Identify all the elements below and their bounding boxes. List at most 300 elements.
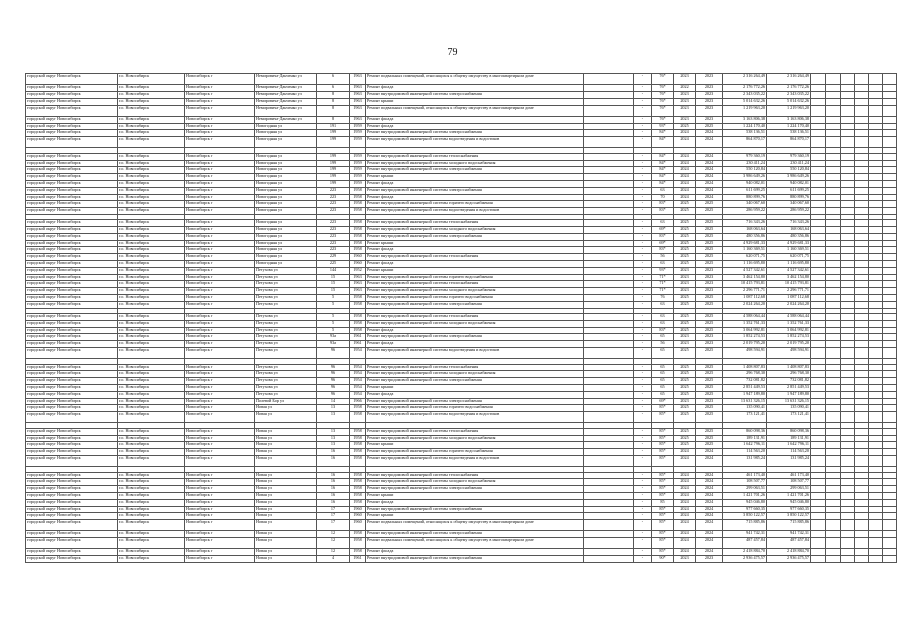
table-cell: Новосибирск г: [185, 201, 255, 208]
table-cell: г.о. Новосибирск: [118, 479, 185, 486]
table-cell: Петухова ул: [255, 391, 317, 398]
table-cell: г.о. Новосибирск: [118, 334, 185, 341]
table-cell: Петухова ул: [255, 334, 317, 341]
table-cell: городской округ Новосибирск: [26, 187, 118, 194]
table-cell: 2 851 449,53: [723, 385, 767, 392]
table-cell: 2024: [696, 160, 723, 167]
table-cell: г.о. Новосибирск: [118, 267, 185, 274]
table-cell: 230 411,24: [723, 160, 767, 167]
table-cell: [855, 267, 869, 274]
table-cell: 2024: [696, 449, 723, 456]
table-cell: [826, 288, 841, 295]
table-cell: [855, 208, 869, 215]
table-cell: [855, 160, 869, 167]
table-cell: [584, 513, 634, 520]
table-cell: 84*: [652, 137, 674, 148]
table-cell: Новая ул: [255, 412, 317, 423]
table-cell: городской округ Новосибирск: [26, 201, 118, 208]
table-cell: 1954: [350, 391, 366, 398]
table-cell: Новосибирск г: [185, 327, 255, 334]
table-cell: 1 087 112,68: [723, 295, 767, 302]
table-cell: -: [634, 91, 652, 98]
table-cell: -: [634, 187, 652, 194]
table-cell: -: [634, 98, 652, 105]
table-cell: Новосибирск г: [185, 116, 255, 123]
table-cell: городской округ Новосибирск: [26, 538, 118, 549]
table-cell: [883, 341, 897, 348]
table-cell: 168 063,64: [767, 227, 811, 234]
table-cell: [826, 153, 841, 160]
table-cell: [811, 428, 826, 435]
table-cell: [855, 556, 869, 563]
table-cell: -: [634, 137, 652, 148]
table-cell: [883, 180, 897, 187]
table-cell: [883, 247, 897, 254]
table-cell: -: [634, 513, 652, 520]
table-row: [26, 479, 897, 486]
table-cell: Петухова ул: [255, 371, 317, 378]
table-cell: 84*: [652, 167, 674, 174]
table-cell: -: [634, 556, 652, 563]
table-cell: 71*: [652, 274, 674, 281]
table-cell: 945 046,80: [767, 499, 811, 506]
table-cell: 1959: [350, 153, 366, 160]
table-cell: [826, 227, 841, 234]
table-cell: [869, 449, 883, 456]
table-cell: городской округ Новосибирск: [26, 348, 118, 359]
table-cell: 173 121,41: [723, 412, 767, 423]
table-cell: 3 064 992,81: [767, 327, 811, 334]
table-cell: 3 850 122,57: [723, 513, 767, 520]
table-cell: -: [634, 531, 652, 538]
table-cell: 2023: [696, 85, 723, 92]
table-cell: 96: [317, 364, 350, 371]
table-cell: [811, 371, 826, 378]
table-cell: -: [634, 492, 652, 499]
table-cell: [811, 116, 826, 123]
table-cell: Ремонт фасада: [366, 261, 584, 268]
table-cell: [855, 130, 869, 137]
table-cell: Новая ул: [255, 442, 317, 449]
table-cell: [584, 455, 634, 466]
table-cell: 85*: [652, 531, 674, 538]
table-cell: [584, 105, 634, 116]
table-cell: 12: [317, 531, 350, 538]
table-cell: [855, 240, 869, 247]
table-cell: [855, 220, 869, 227]
table-cell: [841, 281, 855, 288]
table-cell: Петухова ул: [255, 364, 317, 371]
table-cell: [811, 391, 826, 398]
table-cell: 17: [317, 520, 350, 531]
table-cell: 2023: [696, 274, 723, 281]
table-cell: 2025: [674, 261, 696, 268]
table-cell: 2025: [696, 435, 723, 442]
table-cell: 2023: [696, 341, 723, 348]
table-cell: 979 360,19: [767, 153, 811, 160]
table-cell: [811, 341, 826, 348]
table-cell: -: [634, 240, 652, 247]
table-row: [26, 531, 897, 538]
table-cell: -: [634, 301, 652, 308]
table-cell: 1 352 761,33: [767, 320, 811, 327]
table-cell: 2025: [696, 247, 723, 254]
table-cell: Ремонт внутридомовой инженерной системы водоотведения и водостоков: [366, 348, 584, 359]
table-cell: Ремонт внутридомовой инженерной системы электроснабжения: [366, 167, 584, 174]
table-cell: Новосибирск г: [185, 449, 255, 456]
table-cell: [883, 492, 897, 499]
table-cell: 13 631 326,15: [767, 398, 811, 405]
table-cell: Новосибирск г: [185, 442, 255, 449]
table-cell: 65: [652, 378, 674, 385]
table-cell: 63: [652, 320, 674, 327]
table-cell: 2023: [696, 105, 723, 116]
table-cell: [841, 405, 855, 412]
table-cell: 65: [652, 391, 674, 398]
table-cell: [811, 327, 826, 334]
table-cell: [883, 556, 897, 563]
table-cell: [811, 98, 826, 105]
table-cell: 2025: [696, 233, 723, 240]
table-cell: городской округ Новосибирск: [26, 91, 118, 98]
table-cell: 1 408 807,83: [723, 364, 767, 371]
table-cell: [826, 267, 841, 274]
table-cell: [855, 74, 869, 85]
table-cell: [826, 449, 841, 456]
table-row: [26, 233, 897, 240]
table-cell: 2 024 264,20: [767, 301, 811, 308]
table-row: [26, 499, 897, 506]
table-cell: г.о. Новосибирск: [118, 208, 185, 215]
table-cell: -: [634, 194, 652, 201]
table-cell: [811, 492, 826, 499]
table-cell: 1 224 170,40: [723, 123, 767, 130]
table-cell: [584, 442, 634, 449]
table-cell: [869, 442, 883, 449]
table-cell: 2024: [696, 130, 723, 137]
table-cell: [883, 227, 897, 234]
table-cell: -: [634, 506, 652, 513]
table-cell: 114 563,20: [723, 449, 767, 456]
table-cell: [584, 486, 634, 493]
table-cell: [855, 341, 869, 348]
table-cell: 96: [317, 391, 350, 398]
table-cell: [883, 405, 897, 412]
table-cell: [826, 194, 841, 201]
table-cell: Новосибирск г: [185, 486, 255, 493]
table-cell: [841, 160, 855, 167]
table-cell: 880 899,76: [723, 194, 767, 201]
table-cell: 85*: [652, 455, 674, 466]
table-cell: 620 071,75: [723, 254, 767, 261]
table-cell: [869, 385, 883, 392]
table-cell: 2024: [674, 194, 696, 201]
table-cell: [855, 364, 869, 371]
table-cell: [869, 520, 883, 531]
table-cell: городской округ Новосибирск: [26, 123, 118, 130]
table-cell: Новосибирск г: [185, 364, 255, 371]
table-cell: [841, 391, 855, 398]
table-cell: [811, 405, 826, 412]
table-cell: Немировича-Данченко ул: [255, 98, 317, 105]
table-cell: -: [634, 281, 652, 288]
table-cell: 3 163 806,38: [723, 116, 767, 123]
table-cell: 979 360,19: [723, 153, 767, 160]
table-cell: [855, 105, 869, 116]
table-cell: [584, 91, 634, 98]
table-cell: [883, 327, 897, 334]
table-cell: 65: [652, 334, 674, 341]
table-cell: [855, 378, 869, 385]
table-cell: 2025: [674, 378, 696, 385]
table-cell: [869, 428, 883, 435]
table-cell: г.о. Новосибирск: [118, 320, 185, 327]
table-cell: Новогодняя ул: [255, 247, 317, 254]
table-cell: 296 768,30: [767, 371, 811, 378]
table-cell: [811, 520, 826, 531]
table-cell: [883, 160, 897, 167]
table-cell: Новосибирск г: [185, 385, 255, 392]
table-cell: 941 742,31: [723, 531, 767, 538]
table-cell: Новая ул: [255, 405, 317, 412]
table-cell: [855, 486, 869, 493]
table-cell: г.о. Новосибирск: [118, 385, 185, 392]
table-cell: [811, 486, 826, 493]
table-cell: [855, 472, 869, 479]
table-cell: 84*: [652, 174, 674, 181]
table-cell: Новосибирск г: [185, 267, 255, 274]
table-cell: 1 852 274,53: [723, 334, 767, 341]
table-cell: [811, 227, 826, 234]
table-cell: городской округ Новосибирск: [26, 247, 118, 254]
table-cell: 1958: [350, 327, 366, 334]
table-cell: 1958: [350, 442, 366, 449]
table-cell: 2025: [674, 208, 696, 215]
table-cell: городской округ Новосибирск: [26, 208, 118, 215]
table-cell: [826, 398, 841, 405]
table-cell: 2 343 035,22: [723, 91, 767, 98]
table-cell: Ремонт фасада: [366, 180, 584, 187]
table-cell: городской округ Новосибирск: [26, 327, 118, 334]
table-cell: -: [634, 85, 652, 92]
table-cell: городской округ Новосибирск: [26, 549, 118, 556]
table-cell: [811, 412, 826, 423]
table-cell: 85*: [652, 435, 674, 442]
table-cell: городской округ Новосибирск: [26, 240, 118, 247]
table-cell: 2025: [696, 320, 723, 327]
table-cell: городской округ Новосибирск: [26, 301, 118, 308]
table-cell: [883, 549, 897, 556]
table-cell: [841, 531, 855, 538]
table-row: [26, 556, 897, 563]
table-cell: Ремонт фасада: [366, 247, 584, 254]
table-cell: [584, 499, 634, 506]
table-cell: [841, 327, 855, 334]
table-cell: [869, 295, 883, 302]
table-row: [26, 364, 897, 371]
table-cell: [841, 442, 855, 449]
table-cell: Новогодняя ул: [255, 220, 317, 227]
table-cell: [869, 531, 883, 538]
table-cell: Ремонт фасада: [366, 85, 584, 92]
table-cell: 2024: [696, 174, 723, 181]
table-cell: [869, 320, 883, 327]
table-cell: [841, 428, 855, 435]
table-cell: Новосибирск г: [185, 137, 255, 148]
table-cell: г.о. Новосибирск: [118, 549, 185, 556]
table-cell: 4 588 064,44: [723, 314, 767, 321]
table-cell: [811, 364, 826, 371]
table-cell: городской округ Новосибирск: [26, 130, 118, 137]
table-cell: 2023: [696, 116, 723, 123]
table-cell: 71*: [652, 288, 674, 295]
table-cell: 2 019 795,20: [767, 341, 811, 348]
table-cell: 13: [317, 405, 350, 412]
table-cell: г.о. Новосибирск: [118, 314, 185, 321]
table-cell: [855, 261, 869, 268]
table-cell: [841, 492, 855, 499]
table-cell: [855, 137, 869, 148]
table-row: [26, 435, 897, 442]
table-cell: 2025: [696, 412, 723, 423]
table-cell: 4 527 342,61: [723, 267, 767, 274]
table-cell: [869, 348, 883, 359]
table-cell: [841, 301, 855, 308]
table-cell: 2025: [674, 123, 696, 130]
table-cell: [826, 405, 841, 412]
table-cell: Новосибирск г: [185, 398, 255, 405]
table-cell: [584, 479, 634, 486]
table-row: [26, 334, 897, 341]
table-cell: [811, 479, 826, 486]
table-cell: 173 121,41: [767, 412, 811, 423]
table-cell: г.о. Новосибирск: [118, 301, 185, 308]
table-cell: 2024: [674, 520, 696, 531]
table-cell: 96: [317, 371, 350, 378]
table-cell: 2024: [674, 187, 696, 194]
table-cell: [584, 556, 634, 563]
table-cell: 5: [317, 327, 350, 334]
table-cell: Ремонт подвальных помещений, относящихся к общему имуществу в многоквартирном доме: [366, 105, 584, 116]
table-cell: [584, 267, 634, 274]
table-cell: [883, 412, 897, 423]
table-cell: [584, 538, 634, 549]
table-cell: [841, 449, 855, 456]
table-cell: городской округ Новосибирск: [26, 137, 118, 148]
table-cell: [855, 281, 869, 288]
table-cell: Новосибирск г: [185, 240, 255, 247]
table-cell: 85*: [652, 538, 674, 549]
table-cell: 2 851 449,53: [767, 385, 811, 392]
table-cell: Ремонт внутридомовой инженерной системы горячего водоснабжения: [366, 201, 584, 208]
table-cell: [841, 254, 855, 261]
table-cell: [855, 455, 869, 466]
table-cell: 2025: [674, 391, 696, 398]
table-row: [26, 520, 897, 531]
table-cell: [869, 405, 883, 412]
table-cell: [584, 130, 634, 137]
table-cell: Новогодняя ул: [255, 167, 317, 174]
table-cell: Ремонт внутридомовой инженерной системы электроснабжения: [366, 398, 584, 405]
table-cell: [826, 85, 841, 92]
table-cell: Петухова ул: [255, 281, 317, 288]
table-cell: [841, 385, 855, 392]
table-cell: Новосибирск г: [185, 85, 255, 92]
table-cell: [584, 531, 634, 538]
table-cell: [883, 314, 897, 321]
table-cell: 1960: [350, 261, 366, 268]
table-cell: 83*: [652, 327, 674, 334]
table-cell: городской округ Новосибирск: [26, 499, 118, 506]
table-cell: городской округ Новосибирск: [26, 378, 118, 385]
table-cell: городской округ Новосибирск: [26, 194, 118, 201]
table-cell: г.о. Новосибирск: [118, 233, 185, 240]
table-cell: [826, 538, 841, 549]
table-cell: городской округ Новосибирск: [26, 74, 118, 85]
table-cell: 2024: [674, 486, 696, 493]
table-cell: городской округ Новосибирск: [26, 295, 118, 302]
table-cell: 1960: [350, 254, 366, 261]
table-cell: [883, 116, 897, 123]
table-cell: [584, 428, 634, 435]
table-cell: 2023: [696, 267, 723, 274]
table-cell: [869, 288, 883, 295]
table-cell: 2025: [696, 364, 723, 371]
table-cell: [869, 378, 883, 385]
table-cell: [883, 486, 897, 493]
table-cell: [883, 378, 897, 385]
table-cell: [883, 398, 897, 405]
table-cell: г.о. Новосибирск: [118, 167, 185, 174]
table-cell: 2 316 264,49: [767, 74, 811, 85]
table-cell: [811, 348, 826, 359]
table-cell: [869, 506, 883, 513]
table-cell: г.о. Новосибирск: [118, 91, 185, 98]
table-cell: Ремонт фасада: [366, 549, 584, 556]
table-cell: городской округ Новосибирск: [26, 556, 118, 563]
table-cell: 76*: [652, 85, 674, 92]
table-cell: [811, 281, 826, 288]
table-cell: Новая ул: [255, 479, 317, 486]
table-cell: 199: [317, 167, 350, 174]
table-cell: 2025: [696, 391, 723, 398]
table-cell: -: [634, 364, 652, 371]
table-cell: 85: [652, 499, 674, 506]
table-cell: 199: [317, 130, 350, 137]
table-cell: [826, 531, 841, 538]
table-cell: 5 014 632,26: [767, 98, 811, 105]
table-cell: [869, 220, 883, 227]
table-cell: [584, 472, 634, 479]
table-cell: Новосибирск г: [185, 391, 255, 398]
table-cell: 2025: [696, 442, 723, 449]
table-cell: [841, 295, 855, 302]
table-cell: [883, 137, 897, 148]
table-cell: [869, 180, 883, 187]
table-cell: Ремонт фасада: [366, 123, 584, 130]
table-cell: г.о. Новосибирск: [118, 531, 185, 538]
table-cell: [826, 137, 841, 148]
table-cell: городской округ Новосибирск: [26, 160, 118, 167]
table-cell: [826, 105, 841, 116]
table-cell: Ремонт фасада: [366, 116, 584, 123]
table-cell: [826, 513, 841, 520]
table-cell: [869, 301, 883, 308]
table-cell: 1958: [350, 472, 366, 479]
table-cell: -: [634, 274, 652, 281]
table-cell: Новая ул: [255, 486, 317, 493]
table-cell: [811, 295, 826, 302]
